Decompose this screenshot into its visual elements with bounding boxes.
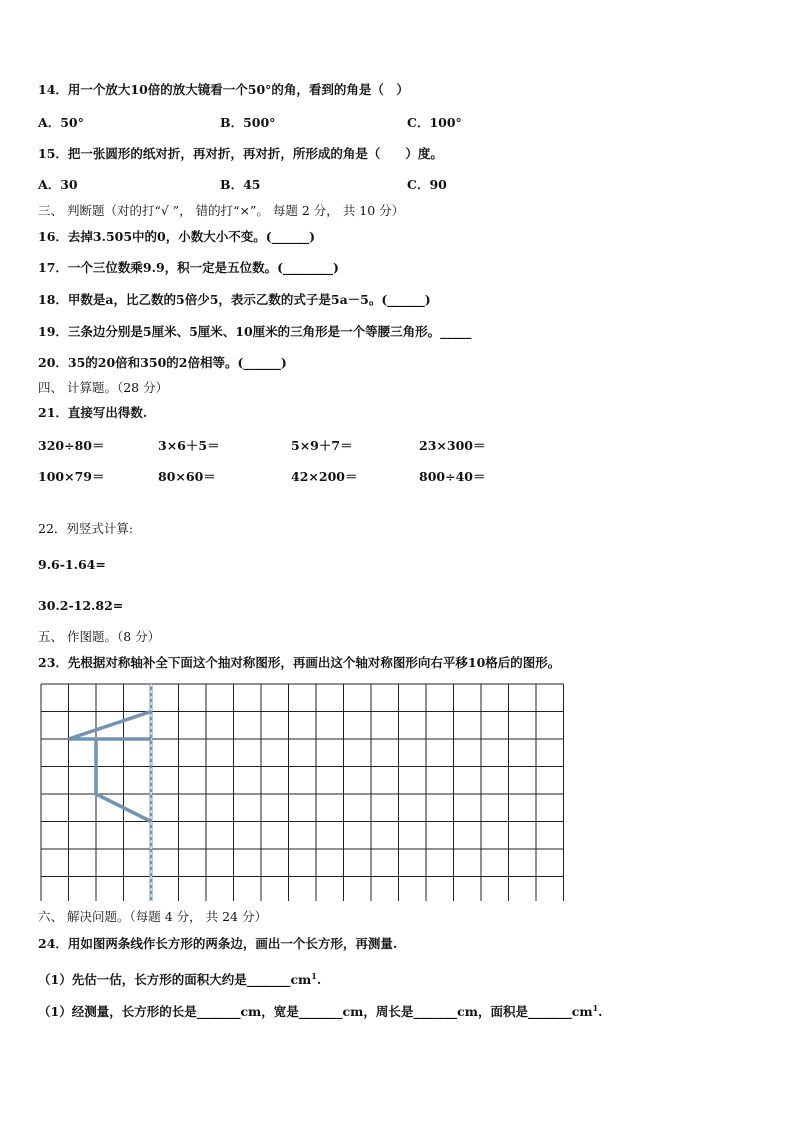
section-4-heading: 四、 计算题。（28 分） [38,380,169,395]
q14-option-c: C．100° [407,115,462,130]
calc-item: 100×79＝ [38,469,105,484]
q15-option-a: A．30 [38,177,78,192]
question-15-stem: 15．把一张圆形的纸对折，再对折，再对折，所形成的角是（ ）度。 [38,146,443,161]
calc-item: 23×300＝ [419,438,486,453]
vertical-calc-1: 9.6-1.64= [38,557,106,572]
section-5-heading: 五、 作图题。（8 分） [38,629,161,644]
question-21-stem: 21．直接写出得数. [38,405,148,420]
q15-option-c: C．90 [407,177,447,192]
q14-option-b: B．500° [220,115,276,130]
part-1-text: （1）先估一估，长方形的面积大约是_______cm [38,972,312,988]
part-1-end: . [316,972,322,988]
question-20: 20．35的20倍和350的2倍相等。(______) [38,355,287,370]
section-6-heading: 六、 解决问题。（每题 4 分， 共 24 分） [38,909,267,924]
question-19: 19．三条边分别是5厘米、5厘米、10厘米的三角形是一个等腰三角形。_____ [38,324,472,339]
question-18: 18．甲数是a，比乙数的5倍少5，表示乙数的式子是5a－5。(______) [38,292,431,307]
question-24-part-1 [38,968,321,988]
question-16: 16．去掉3.505中的0，小数大小不变。(______) [38,229,316,244]
calc-item: 42×200＝ [291,469,358,484]
part-2-end: . [598,1004,603,1020]
drawing-grid[interactable] [40,683,566,901]
question-17: 17．一个三位数乘9.9，积一定是五位数。(________) [38,260,339,275]
vertical-calc-2: 30.2-12.82= [38,598,124,613]
calc-item: 3×6＋5＝ [158,438,220,453]
question-23-stem: 23．先根据对称轴补全下面这个抽对称图形，再画出这个轴对称图形向右平移10格后的图形。 [38,655,561,670]
question-22-stem: 22．列竖式计算: [38,521,134,536]
question-24-part-2 [38,1000,603,1020]
part-2-text: （1）经测量，长方形的长是_______cm，宽是_______cm，周长是_______cm，面积是_______cm [38,1004,593,1020]
section-3-heading: 三、 判断题（对的打“√ ”， 错的打“×”。 每题 2 分， 共 10 分） [38,203,405,218]
q15-option-b: B．45 [220,177,261,192]
question-24-stem: 24．用如图两条线作长方形的两条边，画出一个长方形，再测量. [38,936,398,951]
calc-item: 800÷40＝ [419,469,486,484]
calc-item: 5×9＋7＝ [291,438,353,453]
part-1-superscript: 1 [311,971,317,981]
part-2-superscript: 1 [592,1003,599,1013]
calc-item: 80×60＝ [158,469,216,484]
question-14-stem: 14．用一个放大10倍的放大镜看一个50°的角，看到的角是（ ） [38,82,409,97]
q14-option-a: A．50° [38,115,84,130]
calc-item: 320÷80＝ [38,438,105,453]
